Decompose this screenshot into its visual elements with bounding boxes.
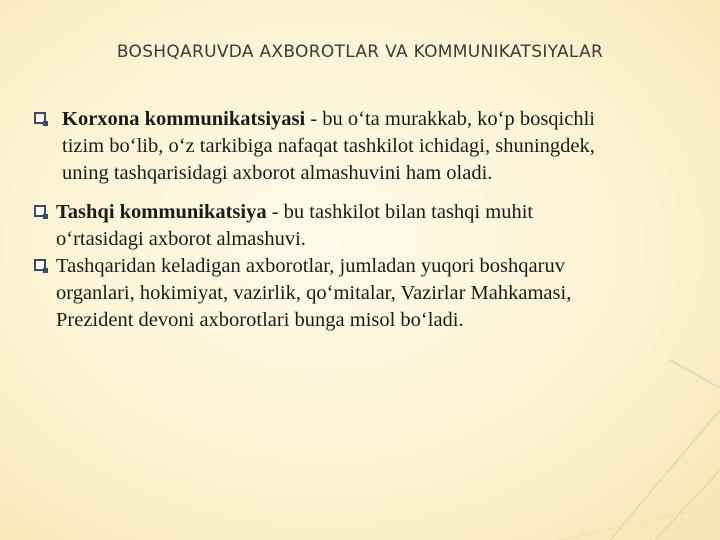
bullet-paragraph-1: [34, 106, 694, 187]
para1-line2: tizim bo‘lib, o‘z tarkibiga nafaqat tashkilot ichidagi, shuningdek,: [62, 135, 595, 157]
term-tashqi: Tashqi kommunikatsiya: [56, 201, 267, 223]
para3-line2: organlari, hokimiyat, vazirlik, qo‘mitalar, Vazirlar Mahkamasi,: [56, 282, 572, 304]
para2-line1: - bu tashkilot bilan tashqi muhit: [266, 201, 534, 223]
bullet-paragraph-2: [34, 199, 694, 253]
checkbox-bullet-icon: [34, 259, 46, 271]
term-korxona: Korxona kommunikatsiyasi: [62, 108, 306, 130]
para1-line3: uning tashqarisidagi axborot almashuvini ham oladi.: [62, 162, 493, 184]
slide-title: BOSHQARUVDA AXBOROTLAR VA KOMMUNIKATSIYALAR: [116, 42, 604, 62]
para3-line3: Prezident devoni axborotlari bunga misol bo‘ladi.: [56, 309, 464, 331]
para2-line2: o‘rtasidagi axborot almashuvi.: [56, 228, 306, 250]
checkbox-bullet-icon: [34, 205, 46, 217]
para1-line1: - bu o‘ta murakkab, ko‘p bosqichli: [305, 108, 595, 130]
checkbox-bullet-icon: [34, 112, 46, 124]
slide-content: [34, 106, 694, 334]
bullet-paragraph-3: [34, 253, 694, 334]
para3-line1: Tashqaridan keladigan axborotlar, jumladan yuqori boshqaruv: [56, 255, 565, 277]
